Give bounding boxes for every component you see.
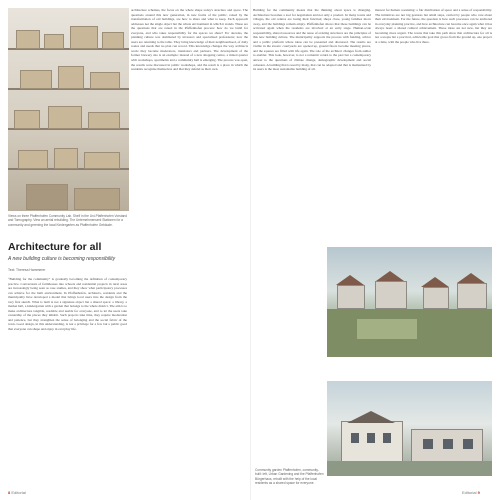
- right-column-2-text: interest for human coexisting: a fair distribution of space and a sense of responsibility. The initiatives are not big gestures but small steps, carried by people who care about their environment. For the future, the question is how such processes can be anchored in everyday planning practice, and how architecture can become once again what it has always been: a shared cultural achievement. These ideas are not new, but they are becoming more urgent. The towns that take this path show that architecture for all is not a utopia but a practical, achievable goal that grows from the ground up, one project at a time, with the people who live there.: [375, 8, 492, 44]
- left-column-2-text: architecture schemes, the focus on the whole shape today's structure and space. The questions around this new generation, in new forms of the public, raised by the transformation of old buildings, are how to share and what to keep. Each approach addresses not the single object but the whole environment in which it stands. These are the questions that are raised in the Pfaffenhofen process: how do we build for everyone, and who takes responsibility for the spaces we share? For decades, the planning culture was dominated by investors and specialised professions; now the users are returning to the table. They bring knowledge of their neighbourhood, of daily routes and needs that no plan can record. This knowledge changes the way architects work: they become moderators, translators and partners. The development of the former brewery site is an example: instead of a new shopping centre, a mixed quarter with workshops, apartments and a community hall is emerging. The process was open, the results were discussed in public workshops, and the result is a place in which the residents recognise themselves and that they defend as their own.: [131, 8, 248, 72]
- left-folio: [8, 490, 26, 495]
- left-section-label: Editorial: [11, 490, 26, 495]
- right-page-number: 9: [477, 490, 480, 495]
- right-section-label: Editorial: [462, 490, 477, 495]
- page-gutter: [250, 0, 251, 500]
- article-subtitle: A new building culture is becoming responsibility: [8, 256, 116, 262]
- photo-caption: Views on three Pfaffenhofen Community Lab. Shelf in the Uni-Pfaffenhofen Vorstand and Tomography. View an aerial rebuilding. The Unternehmensent Stationen for a community and greening the local Kindergarten as Pfaffenhofen Gebäude.: [8, 214, 128, 227]
- right-column-1-text: Building for the community means that the thinking about space is changing. Architecture becomes a tool for negotiation and not only a product. In many towns and villages, the old centres are losing their function; shops close, young families move away, and the buildings remain empty. Pfaffenhofen shows that these buildings can be activated again when the residents are involved at an early stage. Human-scale responsibility, shared resources and the reuse of existing structures are the principles of this new building culture. The municipality supports the process with funding, advice and a public platform where ideas can be presented and discussed. The results are visible in the streets: courtyards are opened up, ground floors become meeting places, and the squares are filled with life again. The role of the architect changes from author to enabler. This look, however, is not a romantic return to the past but a contemporary answer to the questions of climate change, demographic development and social cohesion. A building that is used by many, that can be adapted and that is maintained by its users is the most sustainable building of all.: [253, 8, 371, 72]
- left-column-1-text: “Building for the community” is gradually becoming the definition of contemporary practice. Conversions of farmhouses into schools and residential projects in rural areas are increasingly being seen as case studies, and they show what participatory processes can achieve for the built environment. In Pfaffenhofen, architects, residents and the municipality have developed a model that brings local users into the design from the very first sketch. What is built is not a signature object but a shared space: a library, a market hall, a kindergarten with a garden that belongs to the whole district. The aim is to make architecture tangible, readable and usable for everyone, and to let the users take ownership of the places they inhabit. Such projects take time, they require moderation and patience, but they strengthen the sense of belonging and the social fabric of the town. Good design, in this understanding, is not a privilege for a few but a public good that everyone can shape and enjoy in everyday life.: [8, 277, 127, 332]
- building-photo-caption: Community garden Pfaffenhofen, community-built: left, Urban Gardening and the Pfaffenhofen Bürgerhaus, rebuilt with the help of the local residents as a shared space for everyone.: [255, 468, 324, 486]
- shelf-photo: [8, 8, 129, 211]
- article-author: Text: Theresa Hammerer: [8, 268, 46, 272]
- community-photo: [327, 247, 492, 357]
- article-title: Architecture for all: [8, 241, 102, 253]
- building-photo: [327, 381, 492, 476]
- left-page-number: 8: [8, 490, 11, 495]
- right-folio: [462, 490, 480, 495]
